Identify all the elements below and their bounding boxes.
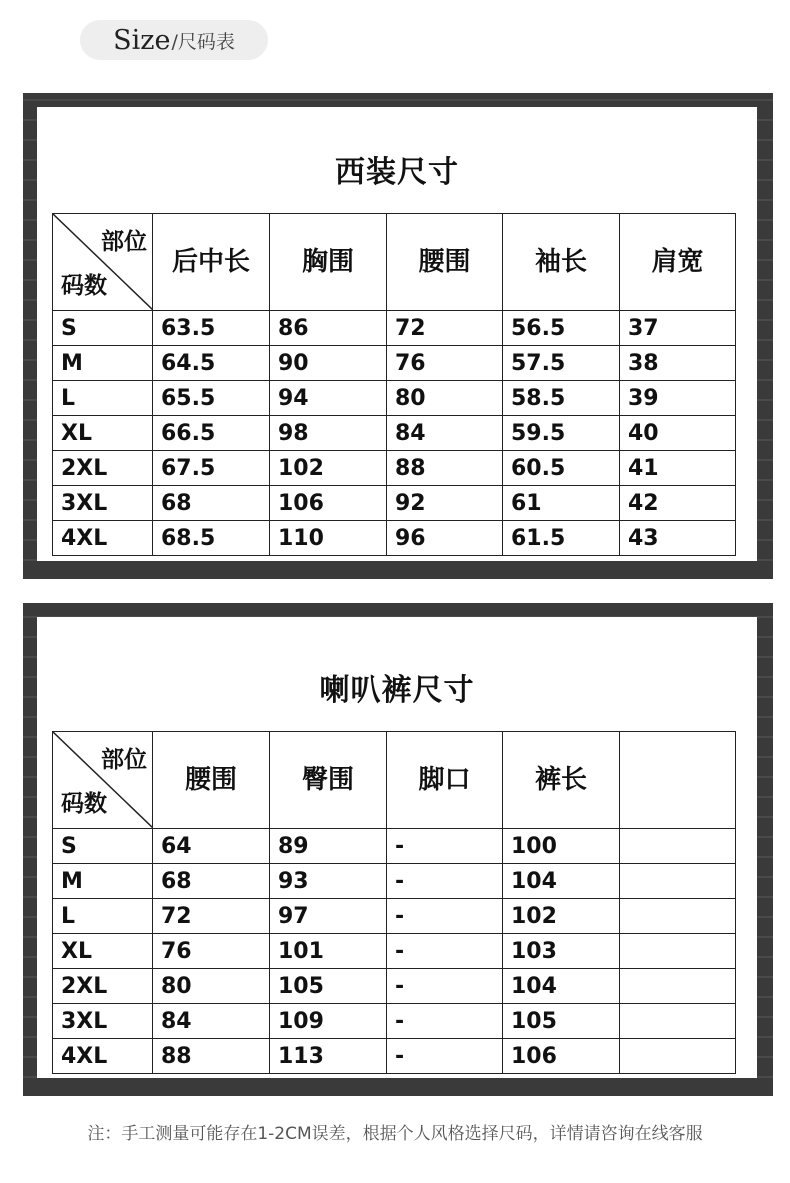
measurement-cell: 72 [387,311,503,346]
measurement-cell: 105 [270,969,387,1004]
measurement-cell: 39 [620,381,736,416]
measurement-cell: 58.5 [503,381,620,416]
measurement-cell: 80 [387,381,503,416]
measurement-cell: 41 [620,451,736,486]
size-label-cell: M [53,346,153,381]
size-label-cell: 4XL [53,1039,153,1074]
measurement-cell [620,829,736,864]
table-row [53,521,736,556]
measurement-cell: - [387,934,503,969]
measurement-cell: 68 [153,864,270,899]
column-header: 肩宽 [620,214,736,311]
measurement-cell: 89 [270,829,387,864]
table-row [53,416,736,451]
size-label-cell: S [53,311,153,346]
measurement-cell [620,1004,736,1039]
measurement-cell: 110 [270,521,387,556]
table-row [53,486,736,521]
measurement-cell: - [387,829,503,864]
column-header: 裤长 [503,732,620,829]
table-row [53,864,736,899]
suit-size-panel [23,93,773,579]
measurement-cell: 84 [153,1004,270,1039]
table-row [53,1039,736,1074]
measurement-cell: 76 [153,934,270,969]
measurement-cell: 38 [620,346,736,381]
measurement-cell: 92 [387,486,503,521]
column-header: 脚口 [387,732,503,829]
size-chart-badge [80,20,268,60]
pants-title: 喇叭裤尺寸 [319,673,475,708]
measurement-cell: 90 [270,346,387,381]
measurement-cell: - [387,864,503,899]
measurement-cell: 66.5 [153,416,270,451]
pants-size-table [52,731,736,1074]
size-label-cell: XL [53,416,153,451]
corner-header-cell [53,214,153,311]
column-header: 腰围 [153,732,270,829]
measurement-cell: 42 [620,486,736,521]
measurement-cell [620,864,736,899]
measurement-cell: 96 [387,521,503,556]
pants-panel-inner [37,617,757,1078]
size-label-cell: L [53,899,153,934]
table-row [53,311,736,346]
badge-size-label: Size [113,24,171,56]
size-label-cell: 3XL [53,1004,153,1039]
table-row [53,899,736,934]
measurement-cell: 37 [620,311,736,346]
measurement-cell: 106 [270,486,387,521]
pants-size-panel [23,603,773,1096]
measurement-cell [620,899,736,934]
size-label-cell: 4XL [53,521,153,556]
measurement-cell: 56.5 [503,311,620,346]
measurement-cell: 88 [387,451,503,486]
suit-panel-inner [37,107,757,561]
corner-size-label: 码数 [61,791,107,817]
table-row [53,934,736,969]
table-row [53,829,736,864]
measurement-cell: 101 [270,934,387,969]
table-row [53,346,736,381]
column-header: 胸围 [270,214,387,311]
measurement-cell: 60.5 [503,451,620,486]
measurement-cell: 65.5 [153,381,270,416]
measurement-cell: - [387,899,503,934]
corner-header-cell [53,732,153,829]
measurement-note: 注：手工测量可能存在1-2CM误差，根据个人风格选择尺码，详情请咨询在线客服 [87,1124,703,1144]
measurement-cell: 102 [503,899,620,934]
measurement-cell: 76 [387,346,503,381]
column-header: 臀围 [270,732,387,829]
measurement-cell [620,969,736,1004]
measurement-cell: 43 [620,521,736,556]
measurement-cell: 86 [270,311,387,346]
measurement-cell: - [387,1004,503,1039]
table-row [53,381,736,416]
pants-table-body [53,732,736,1074]
measurement-cell: 106 [503,1039,620,1074]
measurement-cell: - [387,969,503,1004]
measurement-cell: 104 [503,864,620,899]
measurement-cell: 59.5 [503,416,620,451]
measurement-cell: 57.5 [503,346,620,381]
measurement-cell [620,1039,736,1074]
size-label-cell: 2XL [53,969,153,1004]
measurement-cell: 88 [153,1039,270,1074]
measurement-cell: 40 [620,416,736,451]
measurement-cell: 64 [153,829,270,864]
size-label-cell: M [53,864,153,899]
table-row [53,969,736,1004]
corner-size-label: 码数 [61,273,107,299]
measurement-cell: 105 [503,1004,620,1039]
measurement-cell: 64.5 [153,346,270,381]
measurement-cell: 61.5 [503,521,620,556]
suit-size-table [52,213,736,556]
suit-title: 西装尺寸 [335,155,459,190]
column-header [620,732,736,829]
table-row [53,451,736,486]
badge-chart-label: /尺码表 [171,30,235,53]
measurement-cell: 98 [270,416,387,451]
measurement-cell: 63.5 [153,311,270,346]
measurement-cell: 102 [270,451,387,486]
column-header: 袖长 [503,214,620,311]
measurement-cell: 103 [503,934,620,969]
corner-part-label: 部位 [101,229,147,255]
measurement-cell: 67.5 [153,451,270,486]
corner-part-label: 部位 [101,747,147,773]
size-label-cell: L [53,381,153,416]
measurement-cell: 72 [153,899,270,934]
size-label-cell: 2XL [53,451,153,486]
measurement-cell: 68.5 [153,521,270,556]
measurement-cell: 68 [153,486,270,521]
measurement-cell: 93 [270,864,387,899]
size-label-cell: S [53,829,153,864]
measurement-cell: 97 [270,899,387,934]
table-header-row [53,732,736,829]
measurement-cell: 80 [153,969,270,1004]
suit-table-body [53,214,736,556]
measurement-cell: 61 [503,486,620,521]
measurement-cell: - [387,1039,503,1074]
size-label-cell: XL [53,934,153,969]
measurement-cell: 113 [270,1039,387,1074]
measurement-cell: 84 [387,416,503,451]
table-row [53,1004,736,1039]
column-header: 腰围 [387,214,503,311]
column-header: 后中长 [153,214,270,311]
size-label-cell: 3XL [53,486,153,521]
table-header-row [53,214,736,311]
measurement-cell: 100 [503,829,620,864]
measurement-cell: 109 [270,1004,387,1039]
measurement-cell: 104 [503,969,620,1004]
measurement-cell [620,934,736,969]
measurement-cell: 94 [270,381,387,416]
